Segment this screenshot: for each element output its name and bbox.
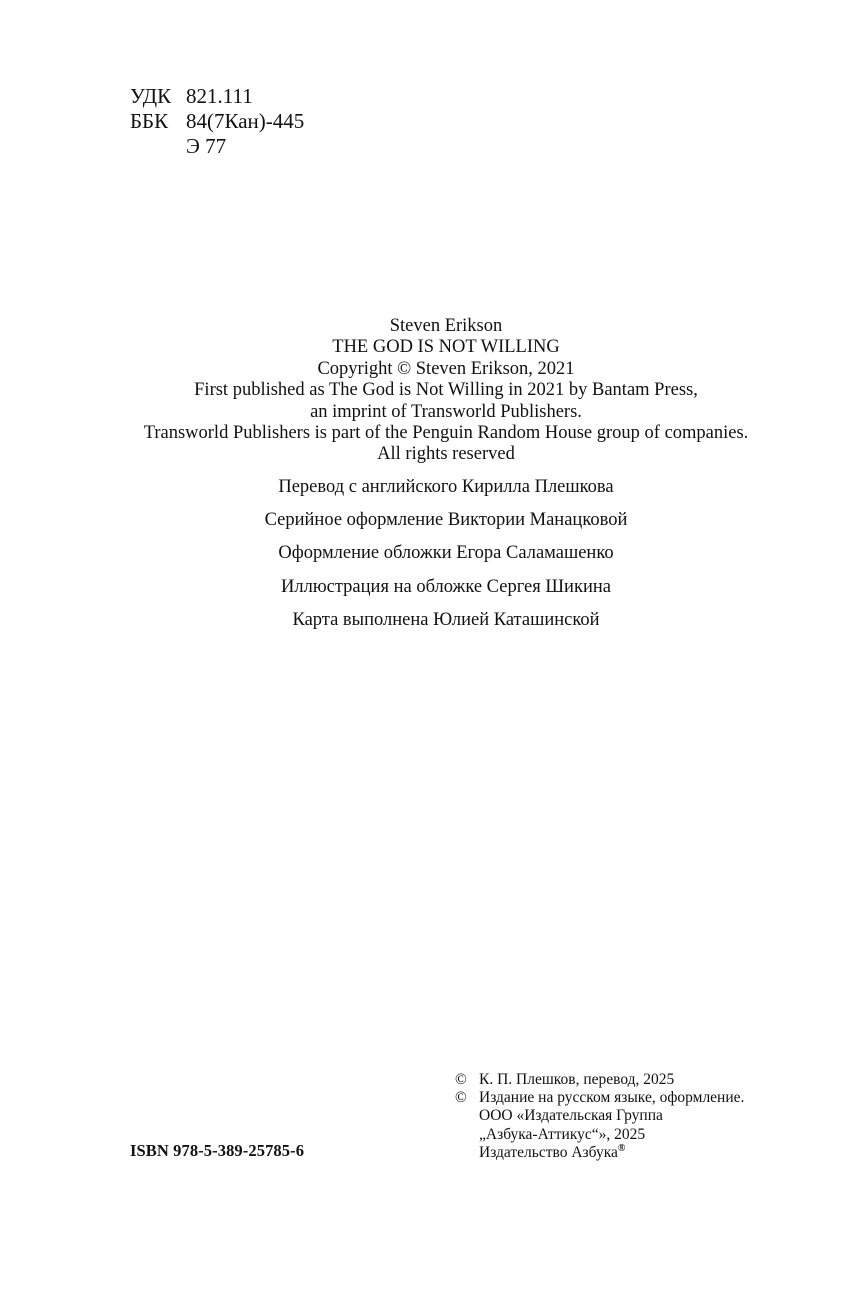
translation-copyright-row	[455, 1071, 744, 1089]
rights-reserved: All rights reserved	[377, 444, 515, 465]
edition-copyright-line3: „Азбука-Аттикус“», 2025	[479, 1125, 646, 1143]
cover-illustration-credit: Иллюстрация на обложке Сергея Шикина	[281, 576, 611, 597]
isbn: ISBN 978-5-389-25785-6	[130, 1141, 305, 1160]
udk-value: 821.111	[186, 84, 253, 108]
map-credit: Карта выполнена Юлией Каташинской	[292, 609, 600, 630]
publisher-group-line: Transworld Publishers is part of the Penguin Random House group of companies.	[143, 423, 749, 444]
bbk-row	[130, 109, 304, 134]
original-copyright: Copyright © Steven Erikson, 2021	[317, 358, 575, 379]
translator-credit: Перевод с английского Кирилла Плешкова	[278, 477, 614, 497]
copyright-sign: ©	[455, 1089, 467, 1107]
author-mark: Э 77	[186, 134, 227, 158]
bbk-label: ББК	[130, 109, 169, 133]
author-mark-row	[130, 134, 304, 159]
registered-mark: ®	[617, 1142, 626, 1154]
classification-block	[130, 84, 304, 159]
copyright-sign: ©	[455, 1071, 467, 1088]
cover-design-credit: Оформление обложки Егора Саламашенко	[278, 543, 614, 564]
edition-copyright-line1: Издание на русском языке, оформление.	[479, 1089, 745, 1107]
udk-label: УДК	[130, 84, 172, 108]
publisher-name: Издательство Азбука	[479, 1143, 618, 1161]
translation-copyright: К. П. Плешков, перевод, 2025	[479, 1071, 675, 1088]
edition-copyright-line2: ООО «Издательская Группа	[479, 1107, 663, 1125]
russian-edition-credits	[0, 476, 856, 642]
publisher-line	[455, 1144, 744, 1162]
original-edition-credits	[0, 316, 856, 466]
bbk-value: 84(7Кан)-445	[186, 109, 305, 133]
edition-copyright-row	[455, 1089, 744, 1107]
imprint-line: an imprint of Transworld Publishers.	[310, 401, 582, 422]
copyright-block	[455, 1071, 744, 1162]
first-published-line: First published as The God is Not Willing in 2021 by Bantam Press,	[194, 380, 698, 401]
series-design-credit: Серийное оформление Виктории Манацковой	[264, 510, 628, 531]
udk-row	[130, 84, 304, 109]
original-title: THE GOD IS NOT WILLING	[332, 337, 560, 358]
author-name: Steven Erikson	[389, 316, 503, 336]
